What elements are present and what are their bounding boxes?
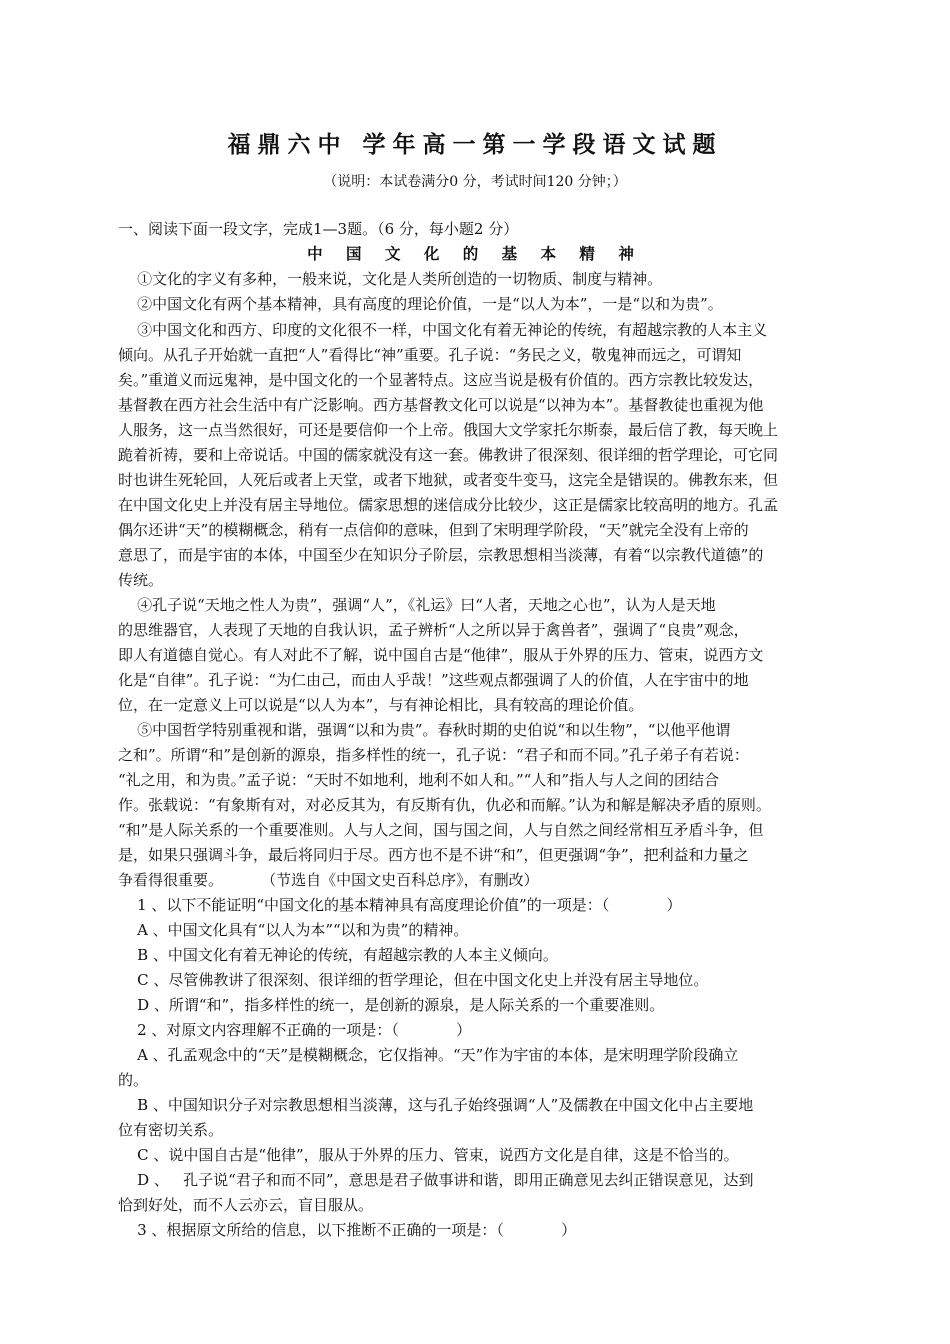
option-2c: C 、说中国自古是“他律”，服从于外界的压力、管束，说西方文化是自律，这是不恰当的。 bbox=[118, 1146, 739, 1164]
option-1a: A 、中国文化具有“以人为本”“以和为贵”的精神。 bbox=[118, 921, 469, 939]
option-2b-cont: 位有密切关系。 bbox=[118, 1121, 224, 1139]
text-line: 倾向。从孔子开始就一直把“人”看得比“神”重要。孔子说：“务民之义，敬鬼神而远之，可谓知 bbox=[118, 346, 742, 364]
option-2d: D 、 孔子说“君子和而不同”，意思是君子做事讲和谐，即用正确意见去纠正错误意见，达到 bbox=[118, 1171, 754, 1189]
text-line: 是，如果只强调斗争，最后将同归于尽。西方也不是不讲“和”，但更强调“争”，把利益和力量之 bbox=[118, 846, 749, 864]
article-title: 中 国 文 化 的 基 本 精 神 bbox=[307, 245, 643, 263]
text-line: 偶尔还讲“天”的模糊概念，稍有一点信仰的意味，但到了宋明理学阶段，“天”就完全没有上帝的 bbox=[118, 521, 749, 539]
option-2b: B 、中国知识分子对宗教思想相当淡薄，这与孔子始终强调“人”及儒教在中国文化中占主要地 bbox=[118, 1096, 754, 1114]
text-line: 作。张载说：“有象斯有对，对必反其为，有反斯有仇，仇必和而解。”认为和解是解决矛盾的原则。 bbox=[118, 796, 771, 814]
text-line: ⑤中国哲学特别重视和谐，强调“以和为贵”。春秋时期的史伯说“和以生物”，“以他平他谓 bbox=[118, 721, 731, 739]
text-line: 传统。 bbox=[118, 571, 164, 589]
option-1b: B 、中国文化有着无神论的传统，有超越宗教的人本主义倾向。 bbox=[118, 946, 558, 964]
section-heading: 一、阅读下面一段文字，完成1—3题。（6 分，每小题2 分） bbox=[118, 220, 519, 238]
text-line: ④孔子说“天地之性人为贵”，强调“人”，《礼运》曰“人者，天地之心也”，认为人是天地 bbox=[118, 596, 716, 614]
option-1d: D 、所谓“和”，指多样性的统一，是创新的源泉，是人际关系的一个重要准则。 bbox=[118, 996, 665, 1014]
text-line: “和”是人际关系的一个重要准则。人与人之间，国与国之间，人与自然之间经常相互矛盾斗争，但 bbox=[118, 821, 764, 839]
text-line: 的思维器官，人表现了天地的自我认识，孟子辨析“人之所以异于禽兽者”，强调了“良贵”观念， bbox=[118, 621, 749, 639]
text-line: 时也讲生死轮回，人死后或者上天堂，或者下地狱，或者变牛变马，这完全是错误的。佛教东来，但 bbox=[118, 471, 779, 489]
text-line: 基督教在西方社会生活中有广泛影响。西方基督教文化可以说是“以神为本”。基督教徒也重视为他 bbox=[118, 396, 764, 414]
exam-note: （说明：本试卷满分0 分，考试时间120 分钟；） bbox=[323, 174, 627, 190]
option-2a-cont: 的。 bbox=[118, 1071, 149, 1089]
text-line: ①文化的字义有多种，一般来说，文化是人类所创造的一切物质、制度与精神。 bbox=[118, 270, 663, 288]
option-1c: C 、尽管佛教讲了很深刻、很详细的哲学理论，但在中国文化史上并没有居主导地位。 bbox=[118, 971, 709, 989]
text-line: 在中国文化史上并没有居主导地位。儒家思想的迷信成分比较少，这正是儒家比较高明的地方。孔孟 bbox=[118, 496, 779, 514]
text-line: ③中国文化和西方、印度的文化很不一样，中国文化有着无神论的传统，有超越宗教的人本主义 bbox=[118, 321, 768, 339]
question-1: 1 、以下不能证明“中国文化的基本精神具有高度理论价值”的一项是：（ ） bbox=[118, 896, 682, 914]
text-line: “礼之用，和为贵。”孟子说：“天时不如地利，地利不如人和。”“人和”指人与人之间的团结合 bbox=[118, 771, 720, 789]
text-line: 争看得很重要。 （节选自《中国文史百科总序》，有删改） bbox=[118, 871, 539, 889]
option-2d-cont: 恰到好处，而不人云亦云，盲目服从。 bbox=[118, 1196, 374, 1214]
text-line: 之和”。所谓“和”是创新的源泉，指多样性的统一，孔子说：“君子和而不同。”孔子弟子有若说： bbox=[118, 746, 749, 764]
text-line: 位，在一定意义上可以说是“以人为本”，与有神论相比，具有较高的理论价值。 bbox=[118, 696, 644, 714]
option-2a: A 、孔孟观念中的“天”是模糊概念，它仅指神。“天”作为宇宙的本体，是宋明理学阶段确立 bbox=[118, 1046, 739, 1064]
question-3: 3 、根据原文所给的信息，以下推断不正确的一项是：（ ） bbox=[118, 1221, 577, 1239]
text-line: 跪着祈祷，要和上帝说话。中国的儒家就没有这一套。佛教讲了很深刻、很详细的哲学理论，可它同 bbox=[118, 446, 779, 464]
exam-title: 福鼎六中 学年高一第一学段语文试题 bbox=[227, 132, 723, 158]
text-line: 化是“自律”。孔子说：“为仁由己，而由人乎哉！”这些观点都强调了人的价值，人在宇宙中的地 bbox=[118, 671, 749, 689]
text-line: 人服务，这一点当然很好，可还是要信仰一个上帝。俄国大文学家托尔斯泰，最后信了教，每天晚上 bbox=[118, 421, 779, 439]
text-line: ②中国文化有两个基本精神，具有高度的理论价值，一是“以人为本”，一是“以和为贵”。 bbox=[118, 295, 723, 313]
text-line: 意思了，而是宇宙的本体，中国至少在知识分子阶层，宗教思想相当淡薄，有着“以宗教代道德”的 bbox=[118, 546, 764, 564]
text-line: 矣。”重道义而远鬼神，是中国文化的一个显著特点。这应当说是极有价值的。西方宗教比较发达， bbox=[118, 371, 764, 389]
text-line: 即人有道德自觉心。有人对此不了解，说中国自古是“他律”，服从于外界的压力、管束，说西方文 bbox=[118, 646, 764, 664]
question-2: 2 、对原文内容理解不正确的一项是：（ ） bbox=[118, 1021, 472, 1039]
